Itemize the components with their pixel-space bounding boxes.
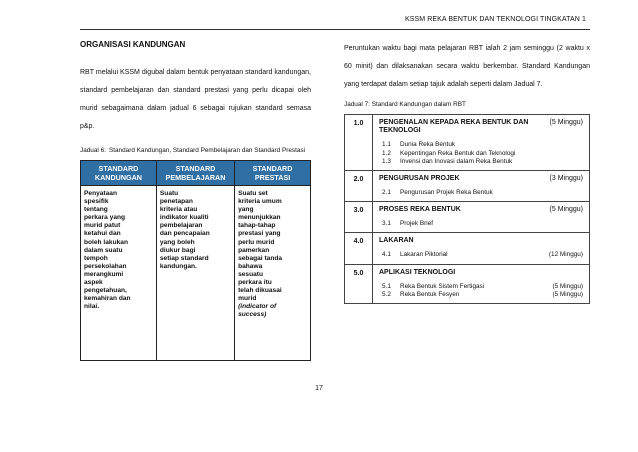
- item-duration: (5 Minggu): [552, 282, 583, 290]
- left-paragraph: RBT melalui KSSM digubal dalam bentuk penyataan standard kandungan, standard pembelajaran dan standard prestasi yang perlu dicapai oleh murid sebagaimana dalam jadual 6 sebagai rujukan standard semasa p&p.: [80, 69, 311, 130]
- item-text: Pengurusan Projek Reka Bentuk: [400, 188, 493, 196]
- cell-line: murid: [238, 295, 257, 303]
- cell-line-italic: (indicator of: [238, 303, 277, 311]
- table-row: [345, 170, 590, 201]
- item-text: Dunia Reka Bentuk: [400, 141, 456, 149]
- cell-line: pengetahuan,: [84, 287, 127, 295]
- item-number: 1.1: [382, 141, 391, 149]
- standards-table: [80, 160, 311, 361]
- row-title: PENGENALAN KEPADA REKA BENTUK DAN TEKNOLOGI: [379, 119, 529, 135]
- header-standard-prestasi: STANDARD PRESTASI: [235, 161, 311, 186]
- cell-line: sebagai tanda: [238, 254, 283, 262]
- item-number: 1.3: [382, 157, 391, 165]
- cell-line: bahawa: [238, 262, 263, 270]
- cell-line: indikator kualiti: [159, 214, 209, 222]
- cell-line: sesuatu: [238, 270, 263, 278]
- cell-line: perkara itu: [238, 279, 272, 287]
- row-body: [373, 201, 590, 232]
- cell-line: kemahiran dan: [84, 295, 131, 303]
- table6-caption: [80, 146, 311, 155]
- header-standard-pembelajaran: STANDARD PEMBELAJARAN: [156, 161, 234, 186]
- row-number: 4.0: [345, 233, 373, 264]
- cell-line: tentang: [84, 206, 108, 214]
- row-heading: [379, 119, 583, 135]
- cell-standard-kandungan: [81, 186, 157, 361]
- table7-caption: Jadual 7: Standard Kandungan dalam RBT: [344, 101, 466, 108]
- cell-line: perkara yang: [84, 214, 126, 222]
- cell-line: perlu murid: [238, 238, 275, 246]
- table-row: [345, 233, 590, 264]
- row-title: PROSES REKA BENTUK: [379, 205, 461, 213]
- list-item: [379, 291, 583, 299]
- cell-line: ketahui dan: [84, 230, 121, 238]
- item-number: 5.2: [382, 290, 391, 298]
- row-heading: [379, 175, 583, 183]
- item-text: Invensi dan Inovasi dalam Reka Bentuk: [400, 157, 513, 165]
- item-number: 5.1: [382, 282, 391, 290]
- right-paragraph: Peruntukan waktu bagi mata pelajaran RBT ialah 2 jam seminggu (2 waktu x 60 minit) dan dilaksanakan secara waktu berkembar. Standard Kandungan yang terdapat dalam setiap tajuk adalah seperti dalam Jadual 7.: [344, 45, 590, 88]
- row-body: [373, 233, 590, 264]
- row-title: LAKARAN: [379, 237, 414, 245]
- table-row: [345, 201, 590, 232]
- standards-table-row: [81, 186, 311, 361]
- cell-line: Suatu: [159, 190, 179, 197]
- row-body: [373, 170, 590, 201]
- cell-line: telah dikuasai: [238, 287, 282, 295]
- item-number: 3.1: [382, 220, 391, 228]
- row-number: 5.0: [345, 264, 373, 303]
- row-body: [373, 264, 590, 303]
- list-item: [379, 141, 583, 149]
- item-text: Lakaran Piktorial: [400, 251, 448, 259]
- row-body: [373, 115, 590, 171]
- cell-line: boleh lakukan: [84, 238, 128, 246]
- item-text: Reka Bentuk Fesyen: [400, 290, 460, 298]
- row-heading: [379, 237, 583, 245]
- row-duration: (5 Minggu): [549, 119, 583, 126]
- standards-table-header-row: [81, 161, 311, 186]
- cell-line: penetapan: [159, 198, 193, 206]
- row-number: 1.0: [345, 115, 373, 171]
- cell-line: kriteria atau: [159, 206, 198, 214]
- cell-line: pembelajaran: [159, 222, 203, 230]
- cell-line: Suatu set: [238, 190, 268, 197]
- cell-standard-prestasi: [235, 186, 311, 361]
- header-standard-kandungan: STANDARD KANDUNGAN: [81, 161, 157, 186]
- cell-line: diukur bagi: [159, 246, 196, 254]
- row-heading: [379, 206, 583, 214]
- table-row: [345, 115, 590, 171]
- cell-line: yang: [238, 206, 254, 214]
- header-divider: [80, 29, 590, 30]
- list-item: [379, 283, 583, 291]
- cell-line: prestasi yang: [238, 230, 281, 238]
- cell-line: yang boleh: [159, 238, 195, 246]
- cell-line: merangkumi: [84, 270, 124, 278]
- cell-standard-pembelajaran: [156, 186, 234, 361]
- cell-line: tahap-tahap: [238, 222, 276, 230]
- cell-line: dan pencapaian: [159, 230, 210, 238]
- item-duration: (12 Minggu): [548, 251, 583, 259]
- item-duration: (5 Minggu): [552, 290, 583, 298]
- cell-line: tempoh: [84, 254, 108, 262]
- cell-line: kandungan.: [159, 262, 197, 270]
- cell-line: persekolahan: [84, 262, 127, 270]
- cell-line: dalam suatu: [84, 246, 123, 254]
- row-heading: [379, 269, 583, 277]
- list-item: [379, 251, 583, 259]
- cell-line: murid patut: [84, 222, 121, 230]
- row-duration: (5 Minggu): [549, 205, 583, 213]
- cell-line: kriteria umum: [238, 198, 282, 206]
- cell-line: Penyataan: [84, 190, 117, 197]
- row-duration: (3 Minggu): [549, 174, 583, 182]
- row-title: APLIKASI TEKNOLOGI: [379, 268, 456, 276]
- item-number: 2.1: [382, 188, 391, 196]
- left-column: [80, 40, 311, 361]
- section-title: ORGANISASI KANDUNGAN: [80, 40, 186, 49]
- cell-line: menunjukkan: [238, 214, 281, 222]
- page-number: 17: [315, 385, 323, 392]
- item-text: Kepentingan Reka Bentuk dan Teknologi: [400, 149, 516, 157]
- list-item: [379, 150, 583, 158]
- item-text: Projek Brief: [400, 220, 434, 228]
- item-number: 4.1: [382, 251, 391, 259]
- table6-caption-label: Jadual 6:: [80, 147, 106, 154]
- row-number: 3.0: [345, 201, 373, 232]
- cell-line-italic: success): [238, 311, 267, 319]
- item-number: 1.2: [382, 149, 391, 157]
- list-item: [379, 220, 583, 228]
- content-standards-table: [344, 114, 590, 304]
- cell-line: nilai.: [84, 303, 100, 311]
- cell-line: setiap standard: [159, 254, 209, 262]
- table-row: [345, 264, 590, 303]
- list-item: [379, 189, 583, 197]
- row-number: 2.0: [345, 170, 373, 201]
- right-column: [344, 40, 590, 304]
- row-title: PENGURUSAN PROJEK: [379, 174, 460, 182]
- running-header: KSSM REKA BENTUK DAN TEKNOLOGI TINGKATAN 1: [404, 16, 586, 23]
- cell-line: aspek: [84, 279, 103, 287]
- table6-caption-text: Standard Kandungan, Standard Pembelajaran dan Standard Prestasi: [108, 147, 306, 154]
- cell-line: spesifik: [84, 198, 109, 206]
- item-text: Reka Bentuk Sistem Fertigasi: [400, 282, 485, 290]
- cell-line: pamerkan: [238, 246, 270, 254]
- list-item: [379, 158, 583, 166]
